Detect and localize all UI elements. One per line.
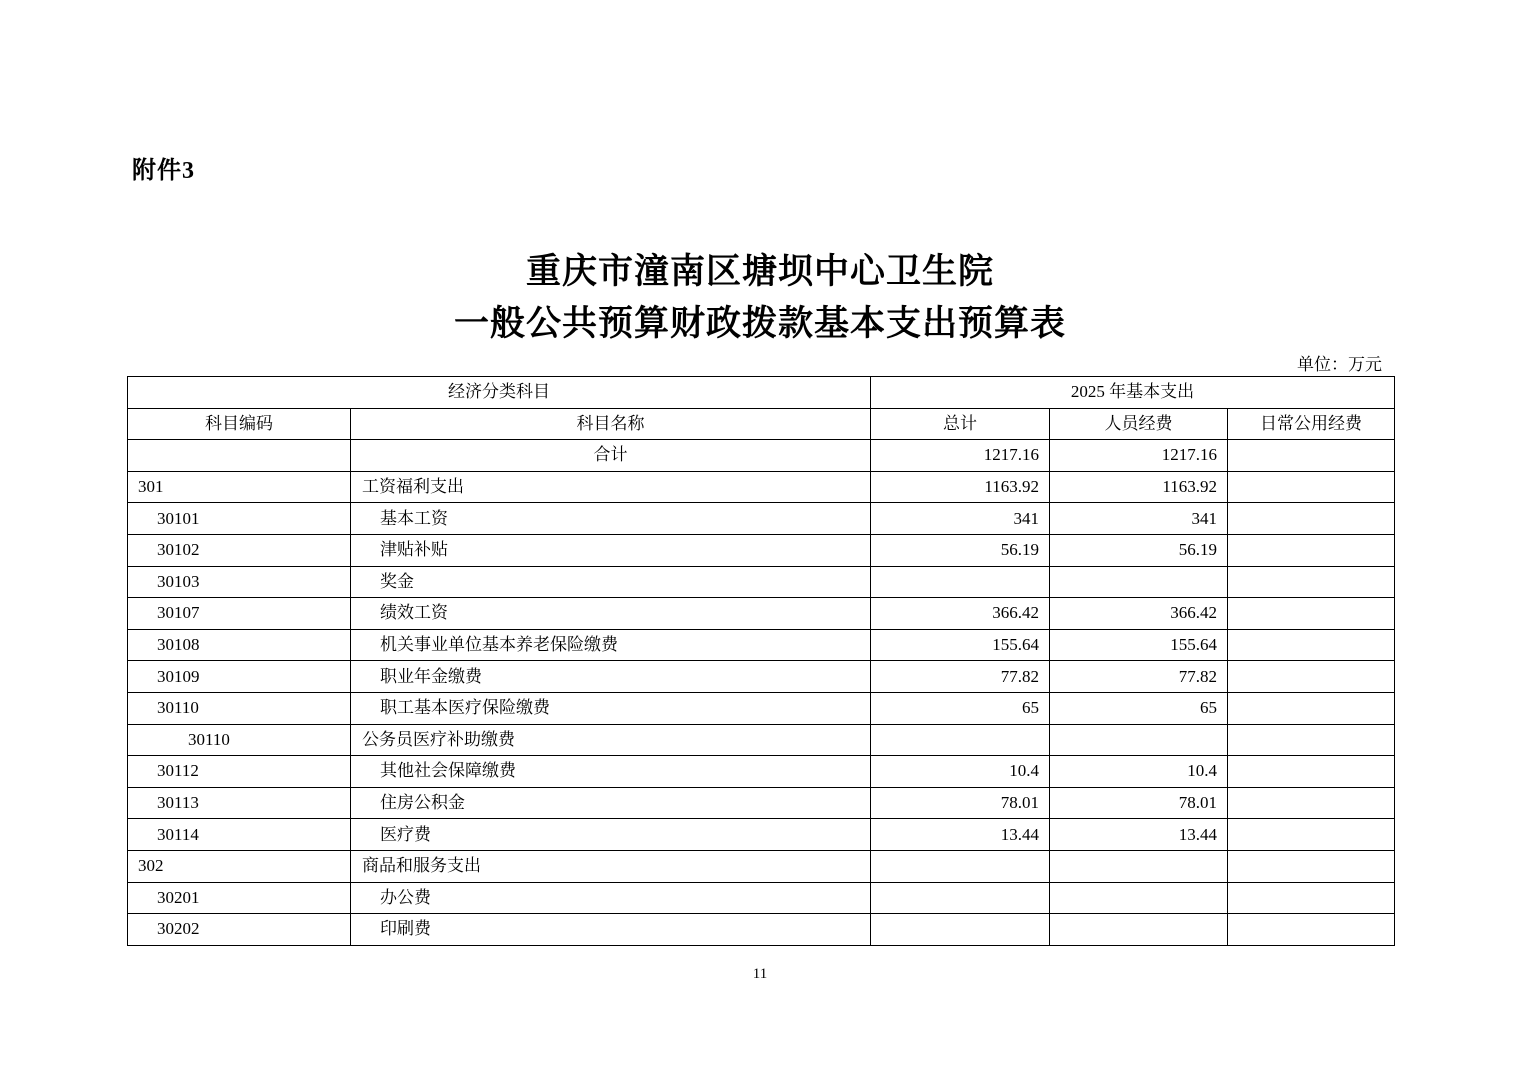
personnel-cell: 1163.92 [1050, 471, 1228, 503]
table-row [128, 724, 1395, 756]
personnel-cell: 13.44 [1050, 819, 1228, 851]
table-row [128, 661, 1395, 693]
table-row [128, 534, 1395, 566]
subject-name-cell: 其他社会保障缴费 [351, 756, 871, 788]
public-cell [1228, 724, 1395, 756]
personnel-cell: 341 [1050, 503, 1228, 535]
subject-name-cell: 职业年金缴费 [351, 661, 871, 693]
subject-code-cell: 302 [128, 850, 351, 882]
total-cell [871, 850, 1050, 882]
group-header-row [128, 377, 1395, 409]
table-row [128, 471, 1395, 503]
personnel-cell: 77.82 [1050, 661, 1228, 693]
economic-category-header: 经济分类科目 [128, 377, 871, 409]
public-cell [1228, 850, 1395, 882]
personnel-cell: 65 [1050, 692, 1228, 724]
subject-code-cell: 30201 [128, 882, 351, 914]
personnel-cell: 78.01 [1050, 787, 1228, 819]
document-title-line-2: 一般公共预算财政拨款基本支出预算表 [453, 304, 1066, 343]
subject-code-cell: 30103 [128, 566, 351, 598]
subject-code-cell: 30110 [128, 724, 351, 756]
subject-name-cell: 印刷费 [351, 914, 871, 946]
total-cell: 13.44 [871, 819, 1050, 851]
personnel-cell [1050, 850, 1228, 882]
public-cell [1228, 598, 1395, 630]
personnel-cell: 155.64 [1050, 629, 1228, 661]
total-cell [871, 914, 1050, 946]
subject-code-cell: 30110 [128, 692, 351, 724]
subject-code-cell: 30109 [128, 661, 351, 693]
total-row-total: 1217.16 [871, 440, 1050, 472]
subject-code-cell: 30107 [128, 598, 351, 630]
total-row-public [1228, 440, 1395, 472]
attachment-label: 附件3 [132, 158, 195, 184]
subject-name-cell: 工资福利支出 [351, 471, 871, 503]
subject-name-cell: 绩效工资 [351, 598, 871, 630]
public-cell [1228, 756, 1395, 788]
personnel-cell [1050, 914, 1228, 946]
table-row [128, 819, 1395, 851]
public-cell [1228, 629, 1395, 661]
page-number: 11 [752, 966, 768, 982]
table-row [128, 503, 1395, 535]
subject-code-cell: 30101 [128, 503, 351, 535]
table-row [128, 629, 1395, 661]
subject-code-cell: 30112 [128, 756, 351, 788]
total-cell [871, 882, 1050, 914]
column-header-total: 总计 [871, 408, 1050, 440]
public-cell [1228, 503, 1395, 535]
table-row [128, 692, 1395, 724]
table-row [128, 787, 1395, 819]
public-cell [1228, 882, 1395, 914]
public-cell [1228, 471, 1395, 503]
subject-name-cell: 商品和服务支出 [351, 850, 871, 882]
subject-code-cell: 30114 [128, 819, 351, 851]
table-row [128, 882, 1395, 914]
personnel-cell: 10.4 [1050, 756, 1228, 788]
document-title-line-1: 重庆市潼南区塘坝中心卫生院 [525, 252, 994, 291]
column-header-personnel: 人员经费 [1050, 408, 1228, 440]
subject-name-cell: 基本工资 [351, 503, 871, 535]
table-row [128, 566, 1395, 598]
column-header-name: 科目名称 [351, 408, 871, 440]
public-cell [1228, 819, 1395, 851]
total-cell: 341 [871, 503, 1050, 535]
total-cell: 65 [871, 692, 1050, 724]
total-row [128, 440, 1395, 472]
total-cell: 78.01 [871, 787, 1050, 819]
subject-name-cell: 住房公积金 [351, 787, 871, 819]
table-row [128, 850, 1395, 882]
subject-name-cell: 津贴补贴 [351, 534, 871, 566]
table-row [128, 914, 1395, 946]
personnel-cell: 366.42 [1050, 598, 1228, 630]
subject-code-cell: 301 [128, 471, 351, 503]
budget-table [127, 376, 1395, 946]
total-row-personnel: 1217.16 [1050, 440, 1228, 472]
column-header-public: 日常公用经费 [1228, 408, 1395, 440]
total-cell [871, 724, 1050, 756]
subject-code-cell: 30113 [128, 787, 351, 819]
public-cell [1228, 692, 1395, 724]
public-cell [1228, 534, 1395, 566]
unit-label: 单位：万元 [1297, 355, 1382, 374]
total-cell: 56.19 [871, 534, 1050, 566]
subject-code-cell: 30202 [128, 914, 351, 946]
total-cell: 10.4 [871, 756, 1050, 788]
subject-code-cell: 30108 [128, 629, 351, 661]
column-header-row [128, 408, 1395, 440]
public-cell [1228, 914, 1395, 946]
personnel-cell [1050, 882, 1228, 914]
subject-name-cell: 医疗费 [351, 819, 871, 851]
public-cell [1228, 566, 1395, 598]
total-cell: 1163.92 [871, 471, 1050, 503]
basic-expenditure-header: 2025 年基本支出 [871, 377, 1395, 409]
personnel-cell [1050, 724, 1228, 756]
subject-name-cell: 机关事业单位基本养老保险缴费 [351, 629, 871, 661]
table-row [128, 756, 1395, 788]
column-header-code: 科目编码 [128, 408, 351, 440]
public-cell [1228, 661, 1395, 693]
table-row [128, 598, 1395, 630]
subject-name-cell: 奖金 [351, 566, 871, 598]
total-row-code [128, 440, 351, 472]
total-cell: 155.64 [871, 629, 1050, 661]
total-cell: 77.82 [871, 661, 1050, 693]
public-cell [1228, 787, 1395, 819]
total-row-label: 合计 [351, 440, 871, 472]
subject-code-cell: 30102 [128, 534, 351, 566]
subject-name-cell: 职工基本医疗保险缴费 [351, 692, 871, 724]
subject-name-cell: 公务员医疗补助缴费 [351, 724, 871, 756]
total-cell [871, 566, 1050, 598]
budget-table-body [128, 377, 1395, 946]
subject-name-cell: 办公费 [351, 882, 871, 914]
personnel-cell [1050, 566, 1228, 598]
personnel-cell: 56.19 [1050, 534, 1228, 566]
total-cell: 366.42 [871, 598, 1050, 630]
